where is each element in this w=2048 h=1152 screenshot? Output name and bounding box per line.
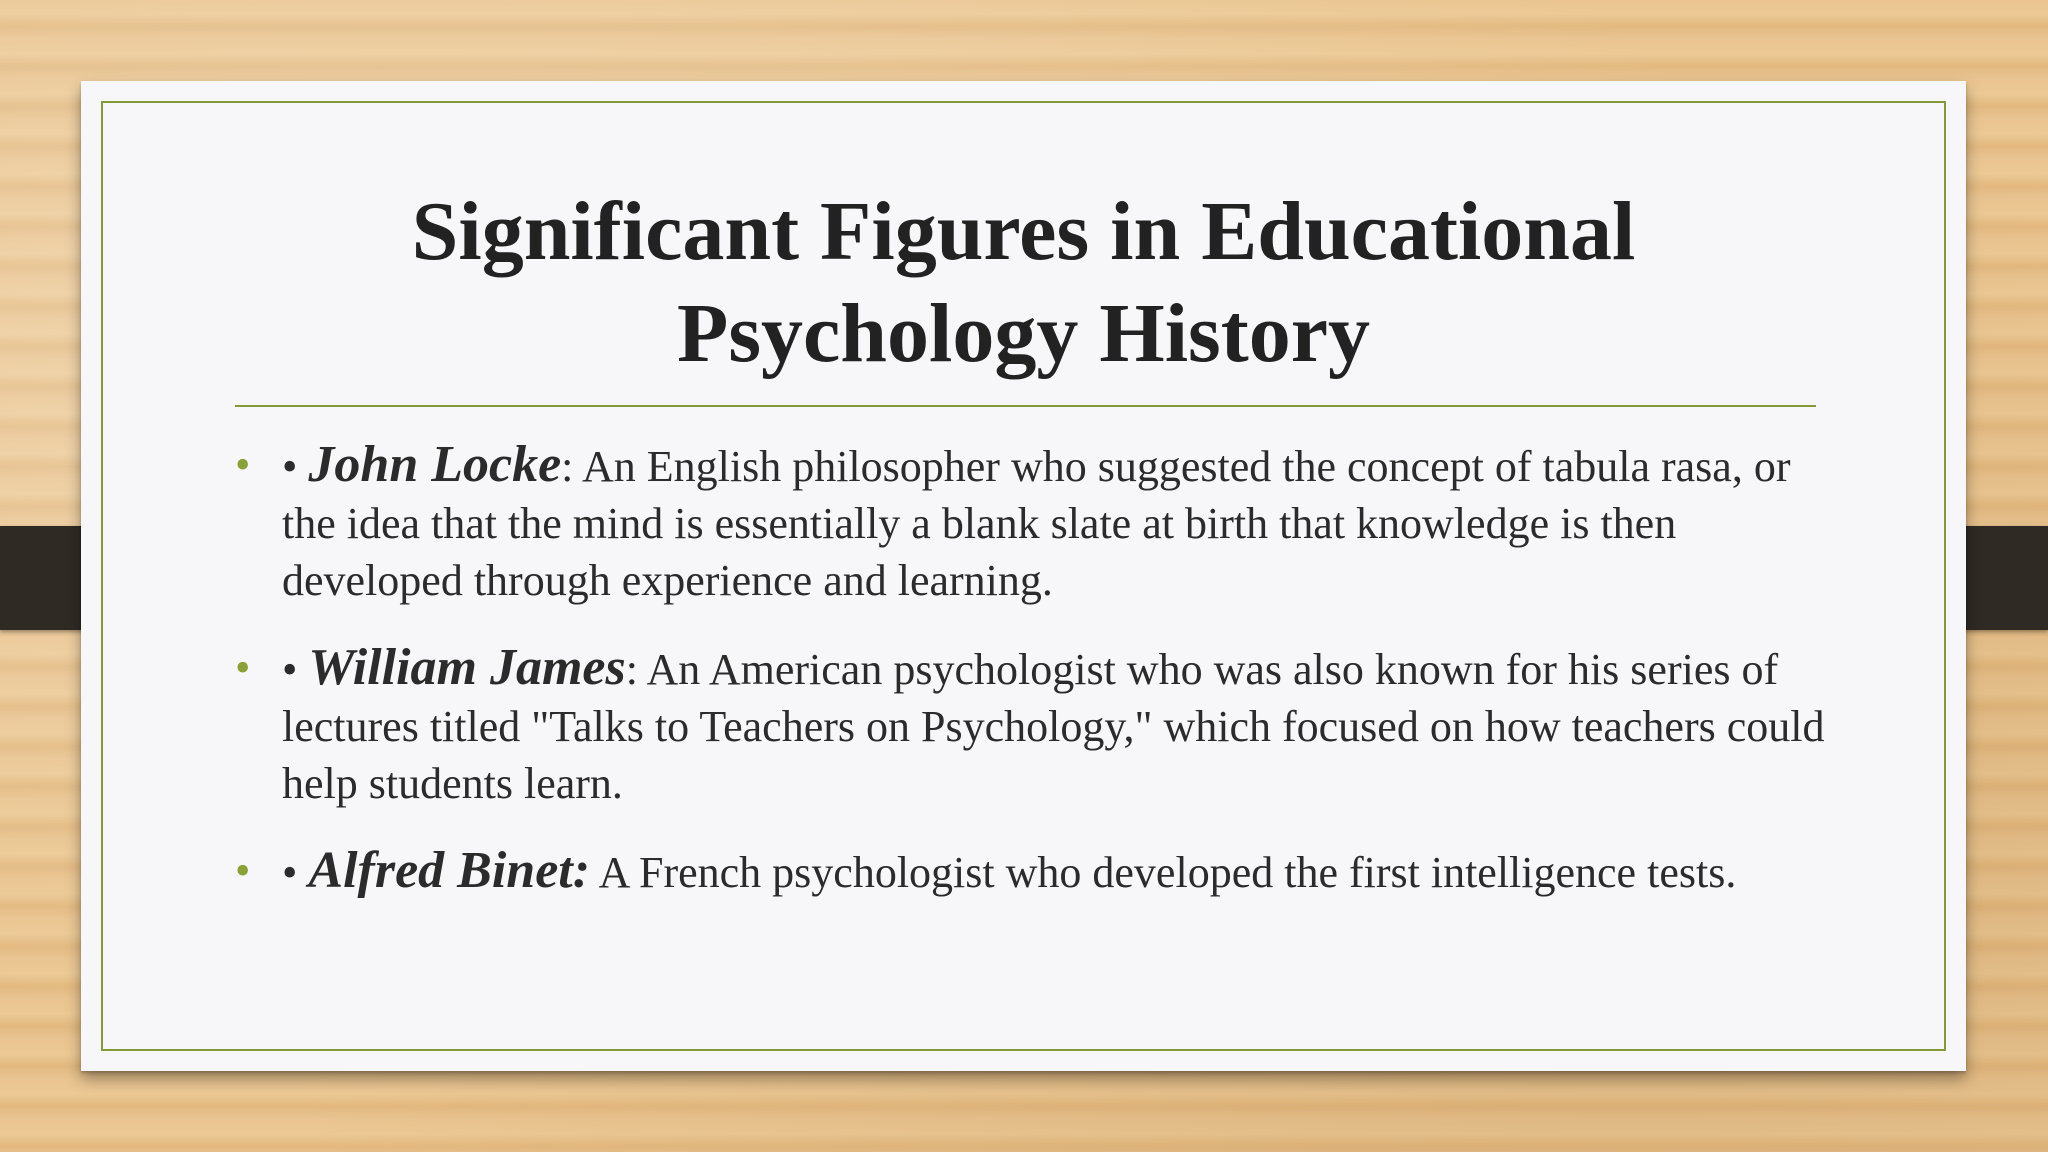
title-divider xyxy=(235,405,1816,407)
figure-name: Alfred Binet: xyxy=(308,842,591,899)
slide-title xyxy=(231,181,1816,385)
figure-name: John Locke xyxy=(308,436,562,493)
slide-title-line-1: Significant Figures in Educational xyxy=(411,185,1636,278)
bullet-item-john-locke xyxy=(235,436,1835,609)
bullet-item-william-james xyxy=(235,639,1835,812)
bullet-item-alfred-binet xyxy=(235,842,1835,901)
figure-description: A French psychologist who developed the first intelligence tests. xyxy=(590,848,1737,897)
figure-name: William James xyxy=(308,639,626,696)
bullet-list xyxy=(235,436,1835,931)
bullet-marker-icon: • xyxy=(235,846,251,895)
bullet-marker-icon: • xyxy=(235,643,251,692)
bullet-marker-icon: • xyxy=(235,440,251,489)
figure-description: An English philosopher who suggested the concept of tabula rasa, or the idea that the mind is essentially a blank slate at birth that knowledge is then developed through experience and learning. xyxy=(282,442,1791,605)
figure-description: An American psychologist who was also known for his series of lectures titled "Talks to Teachers on Psychology," which focused on how teachers could help students learn. xyxy=(282,645,1825,808)
name-separator: : xyxy=(561,442,574,491)
slide-title-line-2: Psychology History xyxy=(677,287,1370,380)
slide-card xyxy=(81,81,1966,1071)
bullet-prefix: • xyxy=(282,848,309,897)
name-separator: : xyxy=(625,645,638,694)
bullet-prefix: • xyxy=(282,442,309,491)
bullet-prefix: • xyxy=(282,645,309,694)
